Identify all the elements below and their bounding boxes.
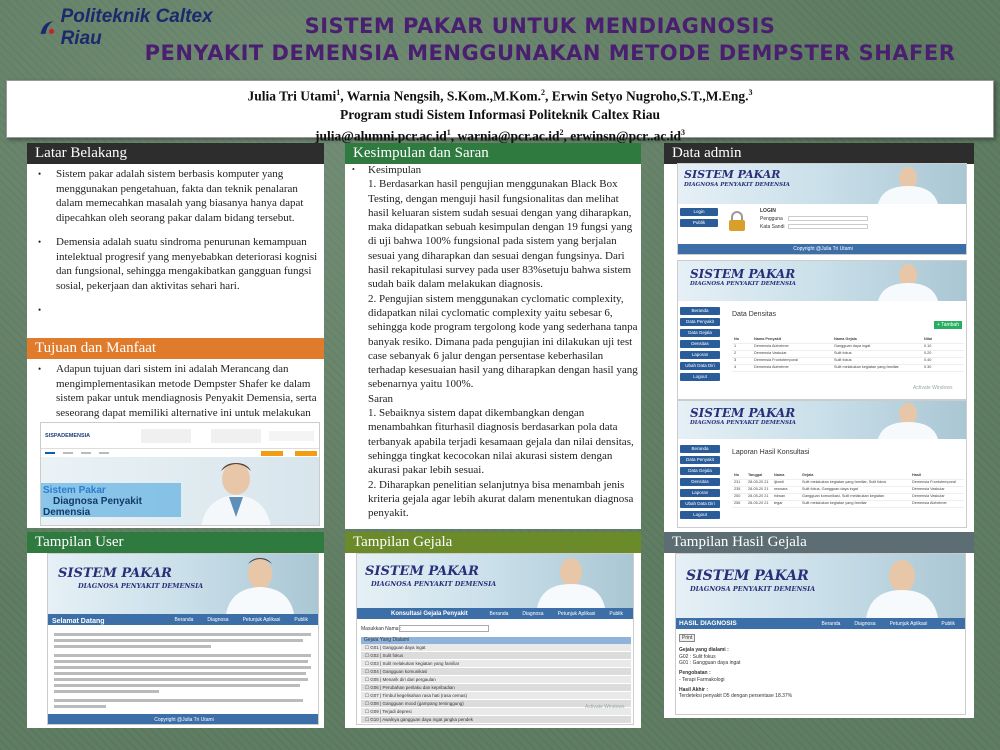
gejala-checkbox-row[interactable]: ☐ G08 | Gangguan mood (gampang tersinggung) bbox=[361, 700, 631, 708]
tampilan-user-header: Tampilan User bbox=[27, 532, 324, 553]
gejala-label: Gejala yang dialami : bbox=[679, 647, 729, 653]
contact-block bbox=[211, 429, 261, 443]
doctor-illustration bbox=[836, 554, 966, 618]
latar-belakang-header: Latar Belakang bbox=[27, 143, 324, 164]
nama-label: Masukkan Nama : bbox=[361, 626, 402, 632]
lock-icon bbox=[726, 210, 748, 232]
gejala-value: G01 : Gangguan daya ingat bbox=[679, 660, 741, 666]
logo-text: Politeknik Caltex Riau bbox=[60, 6, 213, 49]
menu-densitas[interactable]: Densitas bbox=[680, 478, 720, 486]
table-row: 2 Demensia Vaskular Sulit fokus 0.20 bbox=[732, 351, 964, 358]
hasil-banner bbox=[676, 554, 966, 618]
user-banner bbox=[48, 554, 319, 614]
sp-subtitle: DIAGNOSA PENYAKIT DEMENSIA bbox=[690, 281, 796, 287]
pengguna-label: Pengguna bbox=[760, 216, 783, 222]
nav-petunjuk[interactable]: Petunjuk Aplikasi bbox=[557, 610, 596, 617]
saran-heading: Saran bbox=[368, 392, 394, 405]
orange-button[interactable] bbox=[295, 451, 317, 456]
sp-title: SISTEM PAKAR bbox=[690, 267, 796, 281]
table-row: 250 28-05-20 21 ridwan Gangguan komunikasi, Sulit melakukan kegiatan Demensia Vaskular bbox=[732, 494, 964, 501]
nav-publik[interactable]: Publik bbox=[294, 616, 308, 623]
table-row: 3 Demensia Frontotemporal Sulit fokus 0.40 bbox=[732, 358, 964, 365]
menu-data-gejala[interactable]: Data Gejala bbox=[680, 467, 720, 475]
hasil-akhir-label: Hasil Akhir : bbox=[679, 687, 708, 693]
gejala-checkbox-row[interactable]: ☐ G04 | Gangguan komunikasi bbox=[361, 668, 631, 676]
nav-petunjuk[interactable]: Petunjuk Aplikasi bbox=[889, 620, 928, 627]
poster-title-line2: PENYAKIT DEMENSIA MENGGUNAKAN METODE DEMPSTER SHAFER bbox=[144, 41, 956, 65]
nav-item[interactable] bbox=[81, 452, 91, 454]
tujuan-list bbox=[30, 362, 322, 422]
densitas-table bbox=[732, 337, 964, 372]
kata-sandi-label: Kata Sandi bbox=[760, 224, 785, 230]
publik-nav-button[interactable]: Publik bbox=[680, 219, 718, 227]
menu-laporan[interactable]: Laporan bbox=[680, 351, 720, 359]
tampilan-gejala-header: Tampilan Gejala bbox=[345, 532, 641, 553]
nav-beranda[interactable]: Beranda bbox=[174, 616, 194, 623]
admin-banner bbox=[678, 164, 967, 204]
table-row: 1 Demensia Alzheimer Gangguan daya ingat 0.10 bbox=[732, 344, 964, 351]
list-item: • Adapun tujuan dari sistem ini adalah Merancang dan mengimplementasikan metode Dempster Shafer ke dalam sistem pakar untuk mendiagnosis Penyakit Demensia, serta seseorang dapat memiliki alternative ini untuk melakukan bbox=[30, 362, 322, 422]
sispa-brand: SISPADEMENSIA bbox=[45, 433, 91, 439]
admin-login-screenshot bbox=[677, 163, 967, 255]
orange-button[interactable] bbox=[261, 451, 283, 456]
gejala-checkbox-row[interactable]: ☐ G02 | Sulit fokus bbox=[361, 652, 631, 660]
densitas-screenshot bbox=[677, 260, 967, 400]
nav-diagnosa[interactable]: Diagnosa bbox=[522, 610, 544, 617]
menu-beranda[interactable]: Beranda bbox=[680, 307, 720, 315]
gejala-list bbox=[361, 644, 631, 724]
doctor-illustration bbox=[848, 261, 967, 301]
user-screenshot bbox=[47, 553, 319, 725]
sp-title: SISTEM PAKAR bbox=[686, 568, 809, 584]
phone-block bbox=[269, 431, 314, 441]
nav-item[interactable] bbox=[63, 452, 73, 454]
menu-ubah-data[interactable]: Ubah Data Diri bbox=[680, 500, 720, 508]
list-item bbox=[30, 303, 322, 317]
nav-petunjuk[interactable]: Petunjuk Aplikasi bbox=[242, 616, 281, 623]
table-row: 256 28-05-20 21 tegar Sulit melakukan kegiatan yang familiar Demensia Alzheimer bbox=[732, 501, 964, 508]
doctor-illustration bbox=[507, 554, 634, 608]
menu-ubah-data[interactable]: Ubah Data Diri bbox=[680, 362, 720, 370]
menu-logout[interactable]: Logout bbox=[680, 373, 720, 381]
sispa-screenshot bbox=[40, 422, 320, 526]
laporan-title: Laporan Hasil Konsultasi bbox=[732, 449, 810, 456]
kesimpulan-heading: • Kesimpulan bbox=[352, 164, 422, 176]
watermark: Activate Windows bbox=[585, 704, 625, 710]
konsultasi-title: Konsultasi Gejala Penyakit bbox=[391, 610, 468, 617]
admin-side-menu bbox=[680, 307, 720, 384]
authors-banner bbox=[6, 80, 994, 143]
nav-item[interactable] bbox=[45, 452, 55, 454]
logo bbox=[38, 6, 228, 49]
menu-logout[interactable]: Logout bbox=[680, 511, 720, 519]
print-button[interactable]: Print bbox=[679, 634, 695, 642]
gejala-screenshot bbox=[356, 553, 634, 725]
gejala-value: G02 : Sulit fokus bbox=[679, 654, 716, 660]
doctor-illustration bbox=[848, 164, 967, 204]
kesimpulan-text bbox=[350, 163, 640, 520]
pengobatan-label: Pengobatan : bbox=[679, 670, 711, 676]
table-header: No Nama Penyakit Nama Gejala Nilai bbox=[732, 337, 964, 344]
menu-beranda[interactable]: Beranda bbox=[680, 445, 720, 453]
menu-data-penyakit[interactable]: Data Penyakit bbox=[680, 318, 720, 326]
list-item: • Demensia adalah suatu sindroma penurunan kemampuan intelektual progresif yang menyebabkan deteriorasi kognisi dan fungsional, sehingga mengakibatkan gangguan fungsi sosial, pekerjaan dan aktivitas sehari hari. bbox=[30, 235, 322, 293]
address-block bbox=[141, 429, 191, 443]
program-name: Program studi Sistem Informasi Politeknik Caltex Riau bbox=[340, 106, 660, 122]
watermark: Activate Windows bbox=[913, 385, 953, 391]
sp-subtitle: DIAGNOSA PENYAKIT DEMENSIA bbox=[690, 420, 796, 426]
sp-subtitle: DIAGNOSA PENYAKIT DEMENSIA bbox=[78, 582, 204, 590]
gejala-checkbox-row[interactable]: ☐ G10 | Awalnya gangguan daya ingat jangka pendek bbox=[361, 716, 631, 724]
doctor-illustration bbox=[848, 401, 967, 439]
doctor-illustration bbox=[181, 457, 291, 526]
menu-densitas[interactable]: Densitas bbox=[680, 340, 720, 348]
sispa-top-bar bbox=[41, 423, 320, 449]
nav-diagnosa[interactable]: Diagnosa bbox=[854, 620, 876, 627]
gejala-checkbox-row[interactable]: ☐ G01 | Gangguan daya ingat bbox=[361, 644, 631, 652]
poster-title-line1: SISTEM PAKAR UNTUK MENDIAGNOSIS bbox=[304, 14, 776, 38]
pengobatan-value: - Terapi Farmakologi bbox=[679, 677, 725, 683]
tujuan-header: Tujuan dan Manfaat bbox=[27, 338, 324, 359]
densitas-banner bbox=[678, 261, 967, 301]
nav-item[interactable] bbox=[99, 452, 109, 454]
welcome-title: Selamat Datang bbox=[52, 618, 105, 625]
admin-footer: Copyright @Julia Tri Utami bbox=[678, 244, 967, 254]
laporan-screenshot bbox=[677, 400, 967, 528]
hasil-screenshot bbox=[675, 553, 966, 715]
hasil-akhir-value: Terdeteksi penyakit D5 dengan persentase 18.37% bbox=[679, 693, 793, 699]
hasil-title: HASIL DIAGNOSIS bbox=[679, 620, 737, 627]
gejala-banner bbox=[357, 554, 634, 608]
author-names: Julia Tri Utami$^1$, Warnia Nengsih, S.Kom.,M.Kom.$^2$, Erwin Setyo Nugroho,S.T.,M.Eng.$^3$ bbox=[247, 88, 753, 104]
nav-diagnosa[interactable]: Diagnosa bbox=[207, 616, 229, 623]
login-nav-button[interactable]: Login bbox=[680, 208, 718, 216]
nav-publik[interactable]: Publik bbox=[941, 620, 955, 627]
menu-laporan[interactable]: Laporan bbox=[680, 489, 720, 497]
table-header: No Tanggal Nama Gejala Hasil bbox=[732, 473, 964, 480]
tambah-button[interactable]: + Tambah bbox=[934, 321, 962, 329]
list-item: 2. Pengujian sistem menggunakan cyclomatic complexity, didapatkan nilai cyclomatic complexity yaitu sebesar 6, sehingga kode program tergolong kode yang sederhana tanpa banyak resiko. Dimana pada pengujian ini dilakukan uji test case sebanyak 6 jalur dengan persentase keberhasilan terhadap kesesuaian hasil yang diharapkan dengan hasil yang sebenarnya yaitu 100%. bbox=[368, 292, 638, 391]
gejala-header: Gejala Yang Dialami bbox=[361, 637, 631, 644]
author-emails: $julia@alumni.pcr.ac.id^1$, $warnia@pcr.ac.id^2$, $erwinsn@pcr..ac.id^3$ bbox=[315, 127, 685, 143]
nav-beranda[interactable]: Beranda bbox=[821, 620, 841, 627]
gejala-checkbox-row[interactable]: ☐ G07 | Timbul kegelisahan rasa hati (rasa cemas) bbox=[361, 692, 631, 700]
kesimpulan-header: Kesimpulan dan Saran bbox=[345, 143, 641, 164]
sp-subtitle: DIAGNOSA PENYAKIT DEMENSIA bbox=[690, 585, 816, 593]
menu-data-gejala[interactable]: Data Gejala bbox=[680, 329, 720, 337]
sp-title: SISTEM PAKAR bbox=[690, 406, 796, 420]
login-form bbox=[726, 208, 876, 236]
table-row: 231 28-05-20 21 ijkanti Sulit melakukan kegiatan yang familiar, Sulit fokus Demensia Frontotemporal bbox=[732, 480, 964, 487]
data-admin-header: Data admin bbox=[664, 143, 974, 164]
hero-title: Sistem Pakar Diagnosa Penyakit Demensia bbox=[43, 485, 142, 518]
admin-side-menu bbox=[680, 208, 718, 230]
pengguna-input[interactable] bbox=[788, 216, 868, 221]
gejala-checkbox-row[interactable]: ☐ G09 | Terjadi depresi bbox=[361, 708, 631, 716]
tampilan-hasil-header: Tampilan Hasil Gejala bbox=[664, 532, 974, 553]
login-label: LOGIN bbox=[760, 208, 776, 214]
list-item: 1. Berdasarkan hasil pengujian menggunakan Black Box Testing, dengan menguji hasil fungsionalitas dan melihat hasil keluaran sistem sudah sesuai dengan yang diharapkan, maka didapatkan sebuah kesimpulan dengan 19 fungsi yang di uji bahwa 100% fungsional pada sistem yang berjalan sesuai yang diharapkan dan sesuai dengan fungsinya. Dari hasil rekapitulasi survey pada user 83%setuju bahwa sistem sudah baik dalam melakukan diagnosis. bbox=[368, 178, 633, 291]
list-item: 2. Diharapkan penelitian selanjutnya bisa menambah jenis kriteria gejala agar lebih akurat dalam menentukan diagnosa penyakit. bbox=[368, 478, 634, 520]
list-item: • Sistem pakar adalah sistem berbasis komputer yang menggunakan pengetahuan, fakta dan teknik penalaran dalam memecahkan masalah yang biasanya hanya dapat dipecahkan oleh seorang pakar dalam bidang tersebut. bbox=[30, 167, 322, 225]
sispa-hero bbox=[41, 457, 320, 526]
sp-title: SISTEM PAKAR bbox=[365, 564, 479, 579]
laporan-table bbox=[732, 473, 964, 508]
kata-sandi-input[interactable] bbox=[788, 224, 868, 229]
sp-title: SISTEM PAKAR bbox=[684, 168, 781, 181]
table-row: 235 28-05-20 21 reswara Sulit fokus, Gangguan daya ingat Demensia Vaskular bbox=[732, 487, 964, 494]
nav-publik[interactable]: Publik bbox=[609, 610, 623, 617]
densitas-title: Data Densitas bbox=[732, 311, 776, 318]
sp-subtitle: DIAGNOSA PENYAKIT DEMENSIA bbox=[684, 182, 790, 188]
sp-title: SISTEM PAKAR bbox=[58, 566, 172, 581]
gejala-checkbox-row[interactable]: ☐ G05 | Menarik diri dari pergaulan bbox=[361, 676, 631, 684]
gejala-nav bbox=[357, 608, 634, 619]
menu-data-penyakit[interactable]: Data Penyakit bbox=[680, 456, 720, 464]
gejala-checkbox-row[interactable]: ☐ G06 | Perubahan perilaku dan kepribadian bbox=[361, 684, 631, 692]
user-footer: Copyright @Julia Tri Utami bbox=[48, 714, 319, 725]
laporan-banner bbox=[678, 401, 967, 439]
nav-beranda[interactable]: Beranda bbox=[489, 610, 509, 617]
latar-belakang-list bbox=[30, 167, 322, 327]
logo-icon bbox=[38, 17, 57, 39]
sispa-nav bbox=[41, 449, 320, 457]
welcome-text-block bbox=[54, 630, 316, 710]
list-item: 1. Sebaiknya sistem dapat dikembangkan dengan menambahkan fiturhasil diagnosis berdasarkan pola data terbanyak apabila terjadi kesamaan gejala dan nilai densitas, sehingga tingkat kecocokan nilai akurasi sistem dengan akurasi pakar lebih sesuai. bbox=[368, 407, 634, 477]
nama-input[interactable] bbox=[399, 625, 489, 632]
gejala-checkbox-row[interactable]: ☐ G03 | Sulit melakukan kegiatan yang familiar bbox=[361, 660, 631, 668]
sp-subtitle: DIAGNOSA PENYAKIT DEMENSIA bbox=[371, 580, 497, 588]
admin-side-menu bbox=[680, 445, 720, 522]
table-row: 4 Demensia Alzheimer Sulit melakukan kegiatan yang familiar 0.30 bbox=[732, 365, 964, 372]
doctor-illustration bbox=[198, 554, 319, 614]
